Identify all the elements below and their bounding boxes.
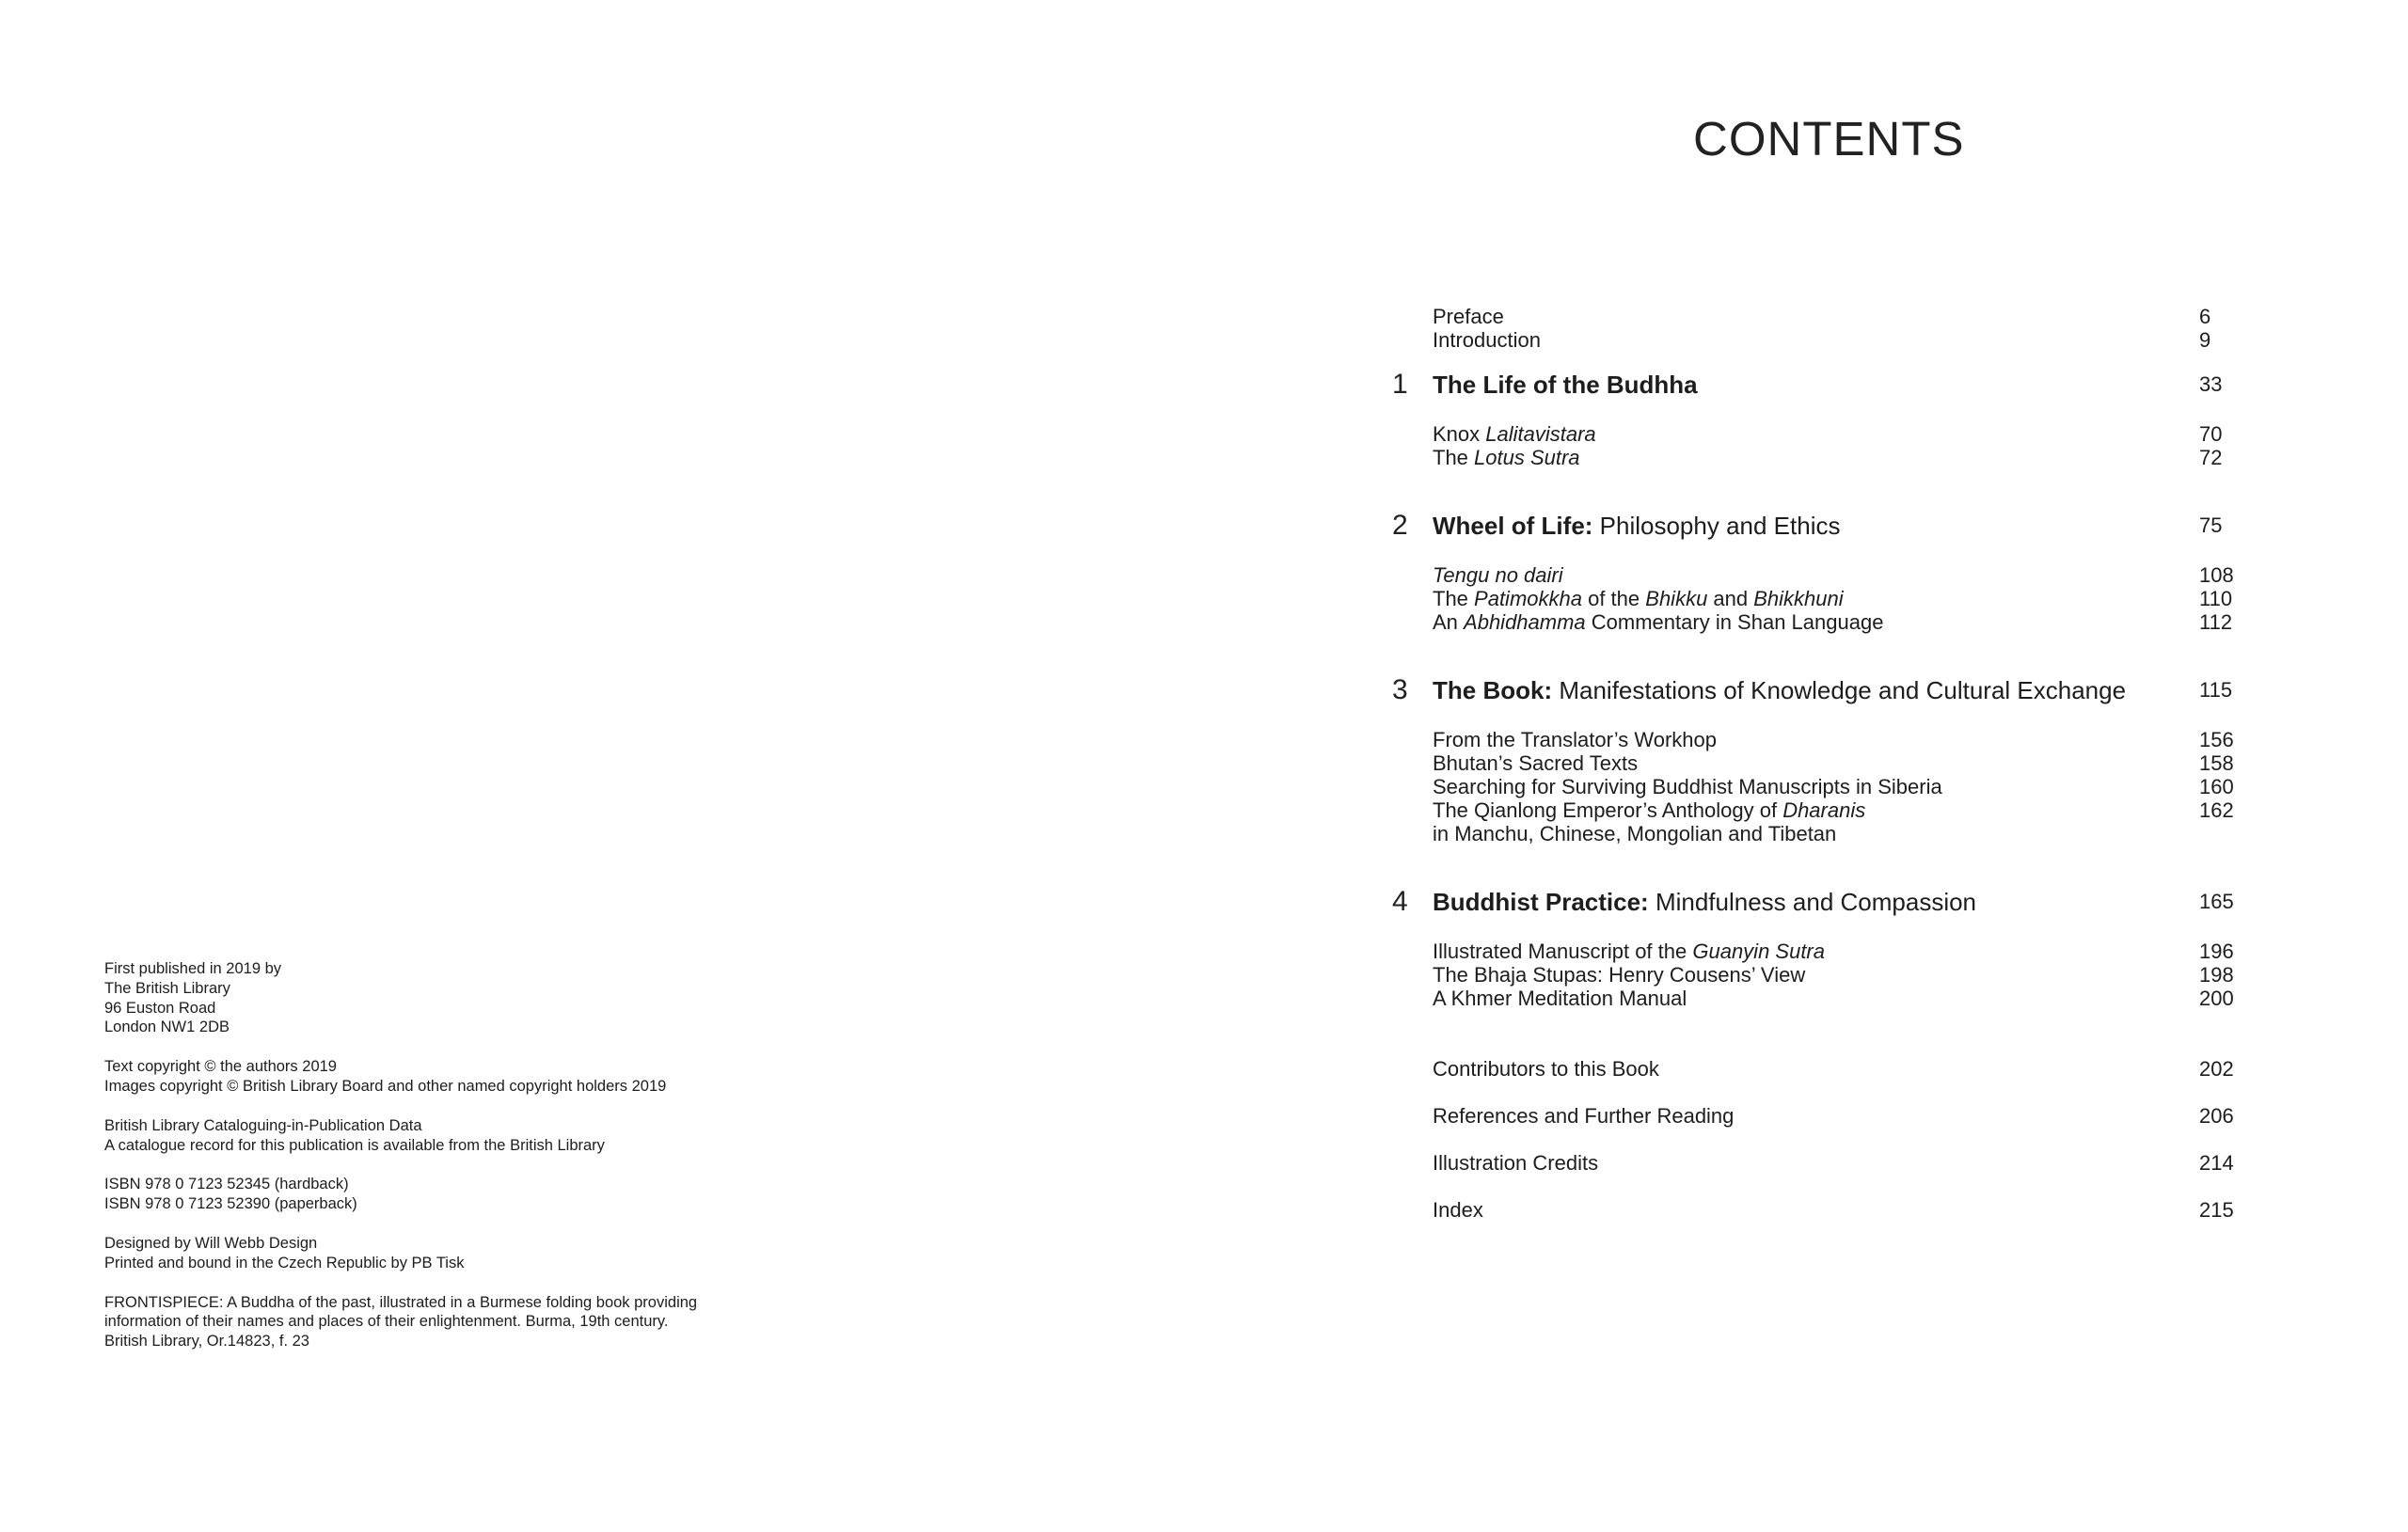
- imprint-line: Printed and bound in the Czech Republic by PB Tisk: [104, 1254, 465, 1271]
- toc-entry-continued[interactable]: [1392, 822, 2333, 846]
- toc-text: of the: [1581, 587, 1646, 610]
- toc-entry-page: 196: [2199, 940, 2234, 963]
- toc-entry-title: From the Translator’s Workhop: [1433, 728, 1718, 751]
- toc-entry-title: [1433, 610, 1883, 635]
- toc-entry-page: 162: [2199, 798, 2234, 822]
- toc-entry[interactable]: [1392, 1198, 2333, 1223]
- toc-text: Illustrated Manuscript of the: [1433, 940, 1693, 963]
- toc-entry[interactable]: [1392, 610, 2333, 635]
- toc-text-italic: Patimokkha: [1474, 587, 1582, 610]
- toc-entry[interactable]: [1392, 446, 2333, 470]
- toc-entry[interactable]: [1392, 422, 2333, 447]
- toc-text: Commentary in Shan Language: [1585, 610, 1884, 634]
- design-info: [104, 1234, 819, 1273]
- toc-text: The: [1433, 587, 1475, 610]
- toc-entry-page: 214: [2199, 1151, 2234, 1175]
- imprint-line: A catalogue record for this publication is available from the British Library: [104, 1136, 605, 1154]
- chapter-number: 3: [1392, 674, 1408, 705]
- toc-text-italic: Bhikkhuni: [1753, 587, 1844, 610]
- imprint-line: British Library, Or.14823, f. 23: [104, 1333, 309, 1350]
- isbn-info: [104, 1175, 819, 1214]
- toc-entry-title: Illustration Credits: [1433, 1151, 1599, 1175]
- toc-entry[interactable]: [1392, 798, 2333, 823]
- chapter-page: 165: [2199, 890, 2234, 913]
- toc-entry[interactable]: [1392, 328, 2333, 353]
- toc-entry-page: 72: [2199, 446, 2223, 469]
- toc-entry[interactable]: [1392, 1057, 2333, 1082]
- toc-entry-title: The Bhaja Stupas: Henry Cousens’ View: [1433, 963, 1806, 987]
- toc-entry-title: [1433, 587, 1844, 611]
- toc-entry[interactable]: [1392, 751, 2333, 776]
- cataloguing-info: [104, 1116, 819, 1156]
- toc-text-italic: Dharanis: [1782, 798, 1866, 822]
- toc-entry-page: 160: [2199, 775, 2234, 798]
- toc-entry-page: 158: [2199, 751, 2234, 775]
- toc-entry-page: 110: [2199, 587, 2233, 610]
- toc-entry-page: 9: [2199, 328, 2211, 352]
- imprint-line: ISBN 978 0 7123 52390 (paperback): [104, 1195, 357, 1213]
- imprint-line: information of their names and places of their enlightenment. Burma, 19th century.: [104, 1313, 669, 1331]
- imprint-line: 96 Euston Road: [104, 999, 216, 1017]
- chapter-title-rest: Manifestations of Knowledge and Cultural Exchange: [1552, 676, 2127, 704]
- toc-entry-page: 112: [2199, 610, 2233, 634]
- toc-entry-title: [1433, 940, 1825, 964]
- toc-entry-title: [1433, 446, 1580, 470]
- chapter-title: [1433, 513, 1840, 538]
- toc-entry-title: Index: [1433, 1198, 1483, 1222]
- toc-entry-page: 156: [2199, 728, 2234, 751]
- toc-entry-title: Preface: [1433, 305, 1504, 328]
- imprint-line: First published in 2019 by: [104, 960, 282, 977]
- toc-entry[interactable]: [1392, 1104, 2333, 1129]
- toc-text: The: [1433, 446, 1475, 469]
- toc-entry-page: 70: [2199, 422, 2223, 446]
- toc-text-italic: Lalitavistara: [1485, 422, 1596, 446]
- chapter-title-rest: Philosophy and Ethics: [1592, 512, 1841, 540]
- chapter-title-bold: The Life of the Budhha: [1433, 371, 1698, 399]
- imprint-line: FRONTISPIECE: A Buddha of the past, illustrated in a Burmese folding book providing: [104, 1293, 698, 1311]
- imprint-line: Text copyright © the authors 2019: [104, 1058, 337, 1076]
- toc-text: An: [1433, 610, 1465, 634]
- imprint-line: British Library Cataloguing-in-Publication Data: [104, 1116, 422, 1134]
- imprint-block: [104, 959, 819, 1371]
- toc-entry-page: 198: [2199, 963, 2234, 987]
- toc-entry-title: Contributors to this Book: [1433, 1057, 1659, 1081]
- toc-entry[interactable]: [1392, 305, 2333, 329]
- toc-chapter-1[interactable]: [1392, 369, 2333, 400]
- toc-entry-title: Introduction: [1433, 328, 1541, 352]
- toc-chapter-4[interactable]: [1392, 886, 2333, 917]
- chapter-title: [1433, 678, 2126, 703]
- toc-entry[interactable]: [1392, 963, 2333, 987]
- toc-entry[interactable]: [1392, 940, 2333, 964]
- toc-text: Knox: [1433, 422, 1486, 446]
- frontispiece-caption: [104, 1293, 819, 1351]
- toc-entry[interactable]: [1392, 728, 2333, 752]
- chapter-title-bold: Wheel of Life:: [1433, 512, 1593, 540]
- chapter-title-bold: The Book:: [1433, 676, 1553, 704]
- imprint-line: The British Library: [104, 979, 230, 997]
- chapter-page: 75: [2199, 513, 2223, 537]
- chapter-title-bold: Buddhist Practice:: [1433, 888, 1649, 916]
- chapter-title: [1433, 372, 1698, 397]
- toc-entry[interactable]: [1392, 587, 2333, 611]
- toc-entry-title: [1433, 563, 1563, 588]
- toc-entry-page: 108: [2199, 563, 2234, 587]
- toc-entry-title: Bhutan’s Sacred Texts: [1433, 751, 1639, 775]
- table-of-contents: [1392, 0, 2333, 1532]
- toc-entry-title: Searching for Surviving Buddhist Manuscripts in Siberia: [1433, 775, 1942, 798]
- chapter-number: 4: [1392, 886, 1408, 917]
- toc-text-italic: Abhidhamma: [1464, 610, 1586, 634]
- imprint-line: Designed by Will Webb Design: [104, 1234, 318, 1252]
- toc-entry[interactable]: [1392, 1151, 2333, 1176]
- chapter-title-rest: Mindfulness and Compassion: [1648, 888, 1977, 916]
- toc-entry-title: [1433, 422, 1596, 447]
- chapter-title: [1433, 890, 1976, 914]
- toc-text-italic: Bhikku: [1645, 587, 1708, 610]
- toc-entry[interactable]: [1392, 987, 2333, 1011]
- imprint-line: Images copyright © British Library Board and other named copyright holders 2019: [104, 1077, 667, 1095]
- toc-entry-title: in Manchu, Chinese, Mongolian and Tibetan: [1433, 822, 1837, 845]
- toc-entry-page: 200: [2199, 987, 2234, 1010]
- toc-entry-page: 215: [2199, 1198, 2234, 1222]
- toc-entry[interactable]: [1392, 563, 2333, 588]
- publisher-info: [104, 959, 819, 1037]
- toc-entry-title: [1433, 798, 1865, 823]
- toc-text-italic: Lotus Sutra: [1474, 446, 1580, 469]
- chapter-page: 33: [2199, 372, 2223, 396]
- toc-chapter-3[interactable]: [1392, 674, 2333, 705]
- toc-text-italic: Tengu no dairi: [1433, 563, 1563, 587]
- imprint-line: ISBN 978 0 7123 52345 (hardback): [104, 1176, 349, 1193]
- toc-text: The Qianlong Emperor’s Anthology of: [1433, 798, 1783, 822]
- toc-text-italic: Guanyin Sutra: [1692, 940, 1825, 963]
- toc-entry[interactable]: [1392, 775, 2333, 799]
- toc-chapter-2[interactable]: [1392, 510, 2333, 541]
- copyright-info: [104, 1057, 819, 1097]
- toc-text: and: [1707, 587, 1754, 610]
- chapter-page: 115: [2199, 678, 2233, 702]
- contents-heading: CONTENTS: [1693, 112, 1965, 166]
- toc-entry-page: 202: [2199, 1057, 2234, 1081]
- toc-entry-page: 206: [2199, 1104, 2234, 1128]
- chapter-number: 1: [1392, 369, 1408, 400]
- toc-entry-title: References and Further Reading: [1433, 1104, 1735, 1128]
- toc-entry-title: A Khmer Meditation Manual: [1433, 987, 1687, 1010]
- toc-entry-page: 6: [2199, 305, 2211, 328]
- chapter-number: 2: [1392, 510, 1408, 541]
- imprint-line: London NW1 2DB: [104, 1019, 230, 1036]
